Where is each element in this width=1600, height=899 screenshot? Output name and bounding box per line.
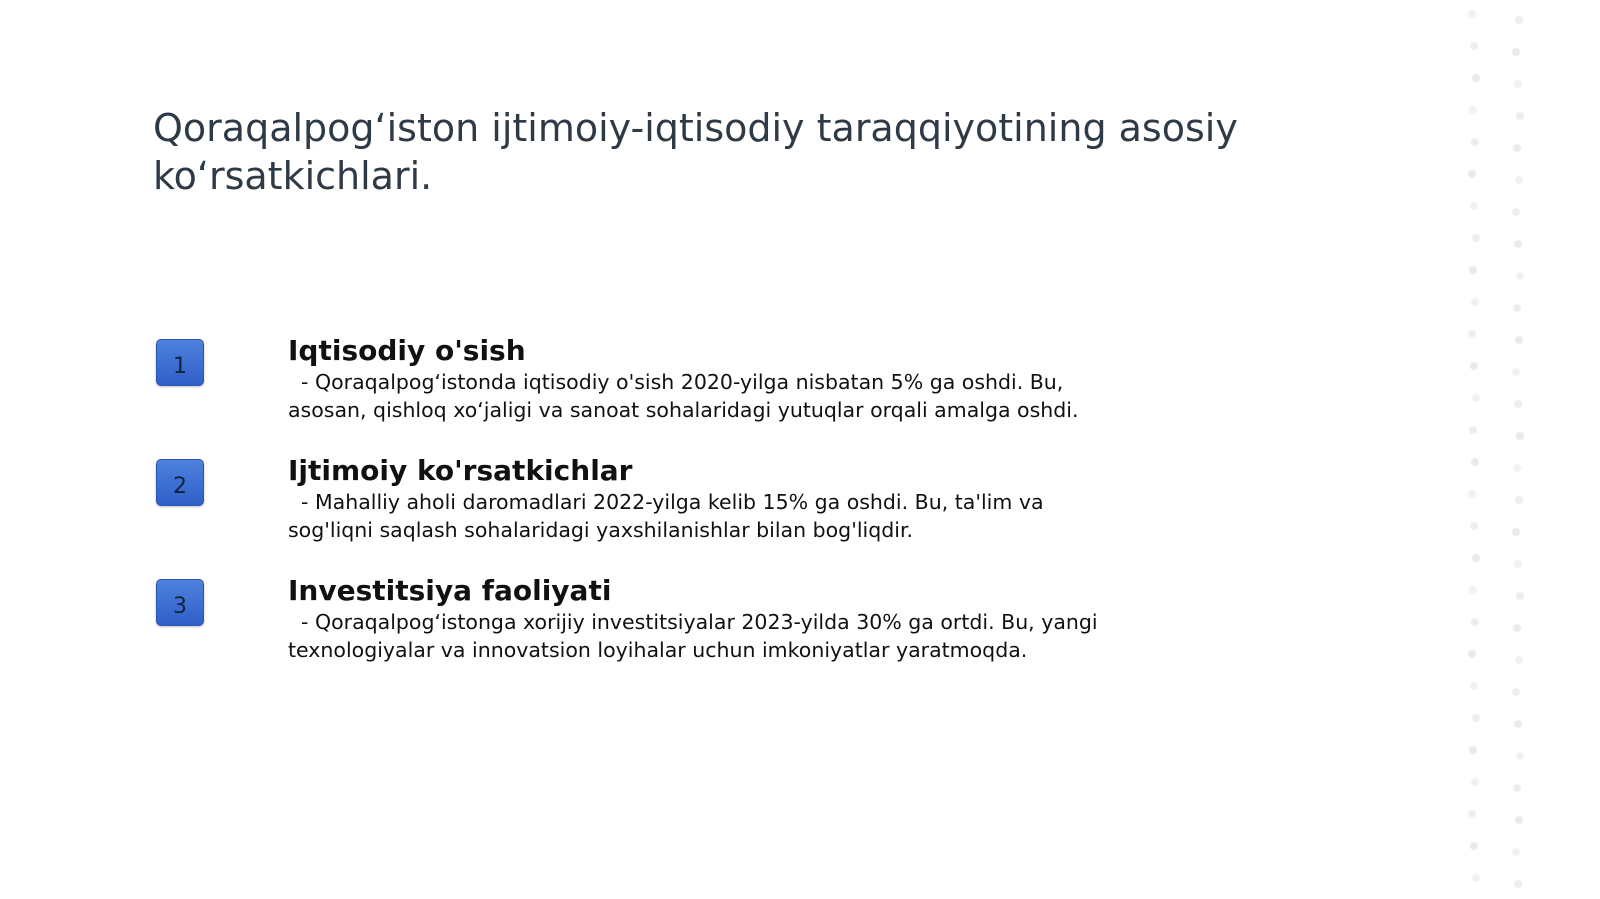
decorative-dot — [1470, 682, 1478, 690]
decorative-dot — [1471, 138, 1479, 146]
decorative-dot — [1512, 208, 1520, 216]
decorative-dot — [1514, 400, 1522, 408]
indicator-text — [288, 454, 1108, 544]
indicator-text — [288, 574, 1108, 664]
indicator-description: - Qoraqalpog‘istonga xorijiy investitsiyalar 2023-yilda 30% ga ortdi. Bu, yangi texnologiyalar va innovatsion loyihalar uchun imkoniyatlar yaratmoqda. — [288, 610, 1105, 662]
decorative-dot — [1470, 202, 1478, 210]
decorative-dot — [1516, 432, 1524, 440]
number-badge: 1 — [156, 339, 204, 386]
decorative-dot — [1469, 106, 1477, 114]
decorative-dot — [1472, 74, 1480, 82]
decorative-dot — [1468, 650, 1476, 658]
decorative-dot — [1512, 848, 1520, 856]
decorative-dot — [1472, 234, 1480, 242]
decorative-dot — [1515, 496, 1523, 504]
decorative-dot — [1468, 810, 1476, 818]
decorative-dot — [1472, 394, 1480, 402]
indicator-title: Investitsiya faoliyati — [288, 574, 612, 607]
decorative-dot — [1513, 144, 1521, 152]
decorative-dot — [1472, 714, 1480, 722]
decorative-dot — [1514, 720, 1522, 728]
decorative-dot — [1514, 240, 1522, 248]
decorative-dot — [1512, 48, 1520, 56]
decorative-dot — [1516, 112, 1524, 120]
decorative-dot — [1469, 266, 1477, 274]
decorative-dot — [1471, 298, 1479, 306]
decorative-dot — [1468, 330, 1476, 338]
decorative-dot — [1469, 586, 1477, 594]
decorative-dot — [1515, 16, 1523, 24]
decorative-dot — [1469, 746, 1477, 754]
decorative-dot — [1471, 458, 1479, 466]
decorative-dot — [1515, 816, 1523, 824]
decorative-dot — [1470, 362, 1478, 370]
decorative-dot — [1515, 176, 1523, 184]
decorative-dot — [1514, 560, 1522, 568]
decorative-dot — [1516, 272, 1524, 280]
decorative-dot — [1512, 528, 1520, 536]
decorative-dot — [1514, 80, 1522, 88]
slide-title: Qoraqalpog‘iston ijtimoiy-iqtisodiy taraqqiyotining asosiy ko‘rsatkichlari. — [153, 106, 1238, 198]
indicator-title: Iqtisodiy o'sish — [288, 334, 526, 367]
decorative-dot — [1513, 624, 1521, 632]
decorative-dot — [1468, 10, 1476, 18]
decorative-dot — [1468, 170, 1476, 178]
decorative-dot — [1516, 592, 1524, 600]
decorative-dot — [1470, 42, 1478, 50]
decorative-dot — [1515, 336, 1523, 344]
indicator-description: - Qoraqalpog‘istonda iqtisodiy o'sish 2020-yilga nisbatan 5% ga oshdi. Bu, asosan, qishloq xo‘jaligi va sanoat sohalaridagi yutuqlar orqali amalga oshdi. — [288, 370, 1079, 422]
decorative-dot — [1516, 752, 1524, 760]
decorative-dot — [1513, 464, 1521, 472]
decorative-dot — [1512, 368, 1520, 376]
indicator-text — [288, 334, 1108, 424]
decorative-dot — [1514, 880, 1522, 888]
decorative-dot — [1513, 784, 1521, 792]
number-badge: 3 — [156, 579, 204, 626]
decorative-dot-pattern — [1450, 0, 1530, 899]
decorative-dot — [1472, 874, 1480, 882]
indicator-title: Ijtimoiy ko'rsatkichlar — [288, 454, 633, 487]
decorative-dot — [1515, 656, 1523, 664]
decorative-dot — [1468, 490, 1476, 498]
decorative-dot — [1470, 522, 1478, 530]
decorative-dot — [1471, 778, 1479, 786]
indicator-description: - Mahalliy aholi daromadlari 2022-yilga kelib 15% ga oshdi. Bu, ta'lim va sog'liqni saqlash sohalaridagi yaxshilanishlar bilan bog'liqdir. — [288, 490, 1051, 542]
number-badge: 2 — [156, 459, 204, 506]
decorative-dot — [1472, 554, 1480, 562]
decorative-dot — [1471, 618, 1479, 626]
decorative-dot — [1512, 688, 1520, 696]
decorative-dot — [1513, 304, 1521, 312]
decorative-dot — [1470, 842, 1478, 850]
decorative-dot — [1469, 426, 1477, 434]
